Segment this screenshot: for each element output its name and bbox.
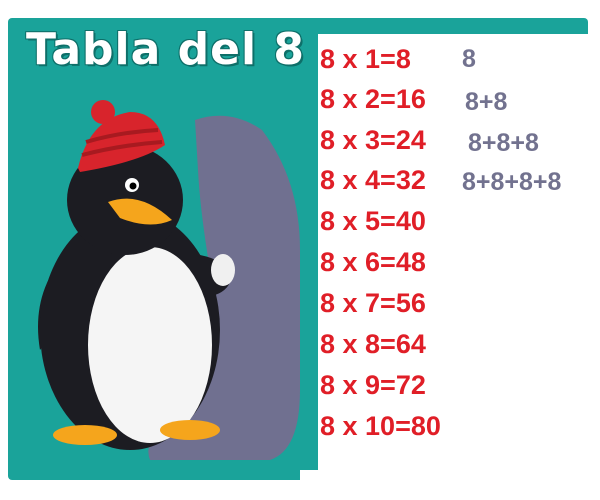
equation-10: 8 x 10=80	[320, 411, 441, 441]
sum-4: 8+8+8+8	[462, 168, 562, 196]
left-foot	[53, 425, 117, 445]
equation-7: 8 x 7=56	[320, 288, 426, 318]
equation-2: 8 x 2=16	[320, 84, 426, 114]
page-title: Tabla del 8	[26, 24, 305, 75]
equation-4: 8 x 4=32	[320, 165, 426, 195]
hat-pompom	[91, 100, 115, 124]
equation-1: 8 x 1=8	[320, 44, 411, 74]
equation-3: 8 x 3=24	[320, 125, 426, 155]
penguin-belly	[88, 247, 212, 443]
table-panel-bottom	[300, 470, 600, 500]
equation-5: 8 x 5=40	[320, 206, 426, 236]
right-hand	[211, 254, 235, 286]
equation-6: 8 x 6=48	[320, 247, 426, 277]
sum-2: 8+8	[465, 88, 508, 116]
sum-1: 8	[462, 45, 476, 73]
sum-3: 8+8+8	[468, 129, 539, 157]
equation-9: 8 x 9=72	[320, 370, 426, 400]
penguin-illustration	[0, 90, 320, 480]
equation-8: 8 x 8=64	[320, 329, 426, 359]
right-foot	[160, 420, 220, 440]
